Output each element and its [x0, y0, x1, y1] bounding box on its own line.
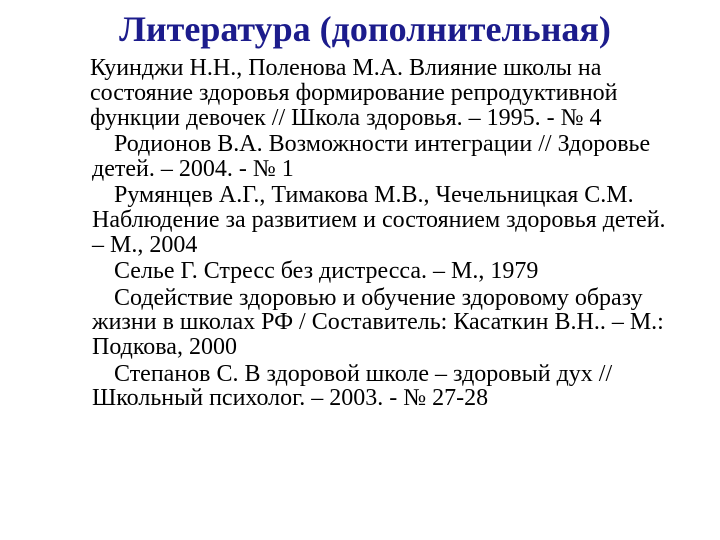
reference-item: Куинджи Н.Н., Поленова М.А. Влияние школы на состояние здоровья формирование репродуктивной функции девочек // Школа здоровья. – 1995. - № 4 — [90, 55, 618, 131]
reference-item: Румянцев А.Г., Тимакова М.В., Чечельницкая С.М. Наблюдение за развитием и состоянием здоровья детей. – М., 2004 — [92, 182, 666, 258]
reference-list — [92, 56, 672, 413]
reference-item: Родионов В.А. Возможности интеграции // Здоровье детей. – 2004. - № 1 — [92, 130, 651, 182]
reference-item: Степанов С. В здоровой школе – здоровый дух // Школьный психолог. – 2003. - № 27-28 — [92, 360, 613, 412]
reference-item: Содействие здоровью и обучение здоровому образу жизни в школах РФ / Составитель: Касаткин В.Н.. – М.: Подкова, 2000 — [92, 284, 664, 361]
slide-title: Литература (дополнительная) — [119, 9, 611, 49]
reference-item: Селье Г. Стресс без дистресса. – М., 1979 — [114, 258, 539, 285]
